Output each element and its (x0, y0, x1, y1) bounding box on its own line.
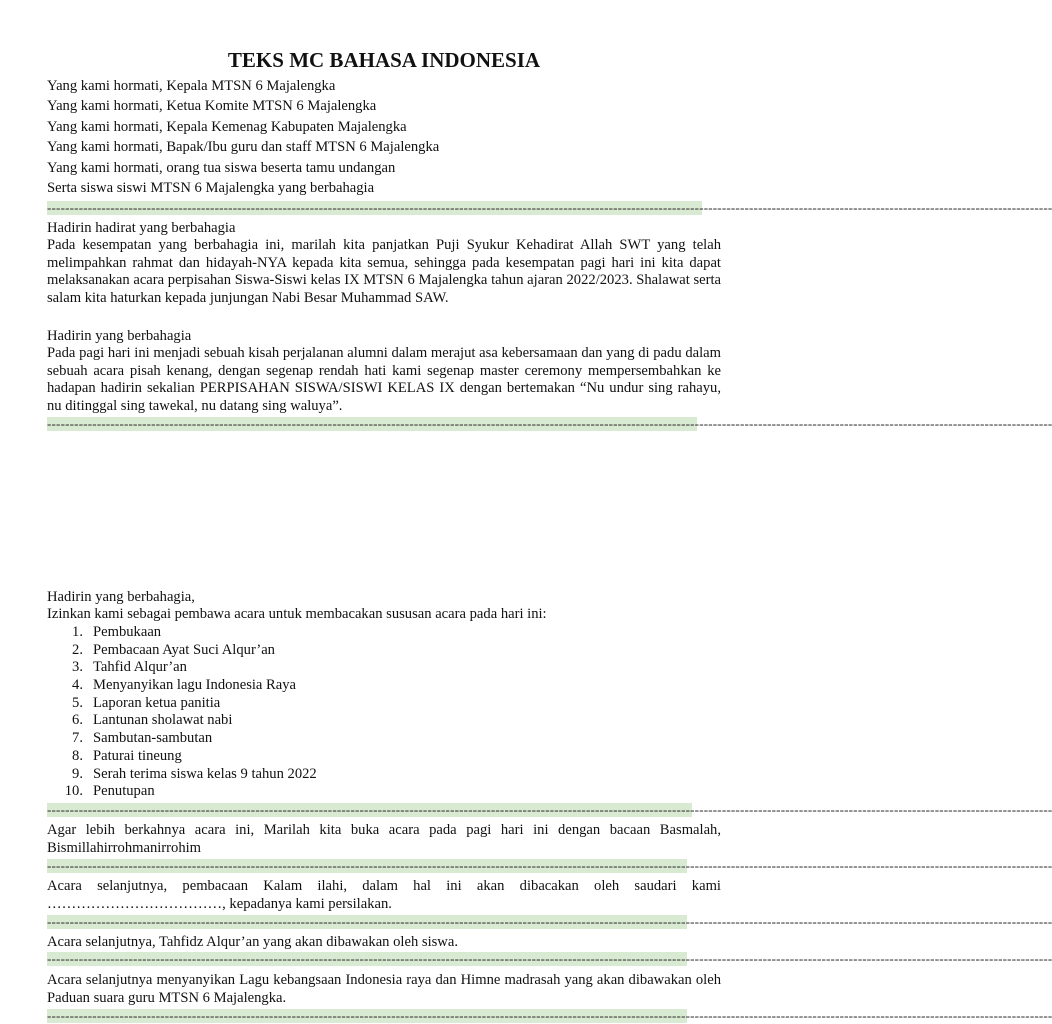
closing-paragraph-indonesia-raya: Acara selanjutnya menyanyikan Lagu kebangsaan Indonesia raya dan Himne madrasah yang akan dibawakan oleh Paduan suara guru MTSN 6 Majalengka. (47, 972, 721, 1006)
agenda-item-number: 1. (72, 624, 83, 640)
agenda-item-number: 2. (72, 641, 83, 658)
closing-paragraph-kalam-ilahi: Acara selanjutnya, pembacaan Kalam ilahi, dalam hal ini akan dibacakan oleh saudari kami ………………………………, kepadanya kami persilakan. (47, 878, 721, 912)
agenda-item-number: 10. (64, 783, 83, 800)
agenda-item-label: Penutupan (93, 783, 155, 800)
theme-paragraph: Pada pagi hari ini menjadi sebuah kisah perjalanan alumni dalam merajut asa kebersamaan dan yang di padu dalam sebuah acara pisah kenang, dengan segenap rendah hati kami segenap master ceremony mempersembahkan ke hadapan hadirin sekalian PERPISAHAN SISWA/SISWI KELAS IX dengan bertemakan “Nu undur sing rahayu, nu ditinggal sing tawekal, nu datang sing waluya”. (47, 345, 721, 414)
separator-line: ------------------------------------------------------------------------------------------------------------------------------------------------------------------------------------------------------------------------------ (47, 914, 1052, 929)
agenda-item-label: Menyanyikan lagu Indonesia Raya (93, 677, 297, 694)
agenda-heading: Hadirin yang berbahagia, (47, 589, 195, 605)
agenda-item-label: Pembacaan Ayat Suci Alqur’an (93, 641, 275, 658)
separator-line: ------------------------------------------------------------------------------------------------------------------------------------------------------------------------------------------------------------------------------ (47, 802, 1052, 817)
agenda-item-label: Paturai tineung (93, 747, 182, 764)
agenda-item-label: Pembukaan (93, 624, 162, 640)
salutation-line: Yang kami hormati, Bapak/Ibu guru dan staff MTSN 6 Majalengka (47, 139, 440, 155)
agenda-item-number: 8. (72, 747, 83, 764)
separator-line: ------------------------------------------------------------------------------------------------------------------------------------------------------------------------------------------------------------------------------ (47, 200, 1052, 215)
agenda-item-number: 7. (72, 730, 83, 747)
agenda-item-number: 4. (72, 677, 83, 694)
agenda-item-number: 9. (72, 765, 83, 782)
agenda-intro: Izinkan kami sebagai pembawa acara untuk membacakan sususan acara pada hari ini: (47, 606, 547, 622)
closing-paragraph-basmalah: Agar lebih berkahnya acara ini, Marilah kita buka acara pada pagi hari ini dengan bacaan Basmalah, Bismillahirrohmanirrohim (47, 822, 721, 856)
agenda-item-number: 3. (72, 659, 83, 676)
separator-line: ------------------------------------------------------------------------------------------------------------------------------------------------------------------------------------------------------------------------------ (47, 951, 1052, 966)
salutation-line: Yang kami hormati, orang tua siswa beserta tamu undangan (47, 160, 396, 176)
salutation-line: Serta siswa siswi MTSN 6 Majalengka yang berbahagia (47, 180, 375, 196)
document-title: TEKS MC BAHASA INDONESIA (227, 48, 541, 72)
agenda-item-label: Tahfid Alqur’an (93, 659, 187, 676)
agenda-item-label: Sambutan-sambutan (93, 730, 213, 747)
salutation-line: Yang kami hormati, Kepala Kemenag Kabupaten Majalengka (47, 119, 407, 135)
agenda-item-label: Lantunan sholawat nabi (93, 712, 233, 729)
separator-line: ------------------------------------------------------------------------------------------------------------------------------------------------------------------------------------------------------------------------------ (47, 1008, 1052, 1023)
opening-heading: Hadirin hadirat yang berbahagia (47, 220, 236, 236)
separator-line: ------------------------------------------------------------------------------------------------------------------------------------------------------------------------------------------------------------------------------ (47, 858, 1052, 873)
separator-line: ------------------------------------------------------------------------------------------------------------------------------------------------------------------------------------------------------------------------------ (47, 416, 1052, 431)
salutation-line: Yang kami hormati, Kepala MTSN 6 Majalengka (47, 78, 336, 94)
agenda-item-number: 6. (72, 712, 83, 729)
agenda-item-number: 5. (72, 694, 83, 711)
salutation-line: Yang kami hormati, Ketua Komite MTSN 6 Majalengka (47, 98, 377, 114)
closing-paragraph-tahfidz: Acara selanjutnya, Tahfidz Alqur’an yang akan dibawakan oleh siswa. (47, 934, 458, 950)
agenda-item-label: Laporan ketua panitia (93, 694, 221, 711)
opening-paragraph: Pada kesempatan yang berbahagia ini, marilah kita panjatkan Puji Syukur Kehadirat Allah SWT yang telah melimpahkan rahmat dan hidayah-NYA kepada kita semua, sehingga pada kesempatan pagi hari ini kita dapat melaksanakan acara perpisahan Siswa-Siswi kelas IX MTSN 6 Majalengka tahun ajaran 2022/2023. Shalawat serta salam kita haturkan kepada junjungan Nabi Besar Muhammad SAW. (47, 237, 721, 306)
agenda-item-label: Serah terima siswa kelas 9 tahun 2022 (93, 765, 317, 782)
theme-heading: Hadirin yang berbahagia (47, 328, 192, 344)
